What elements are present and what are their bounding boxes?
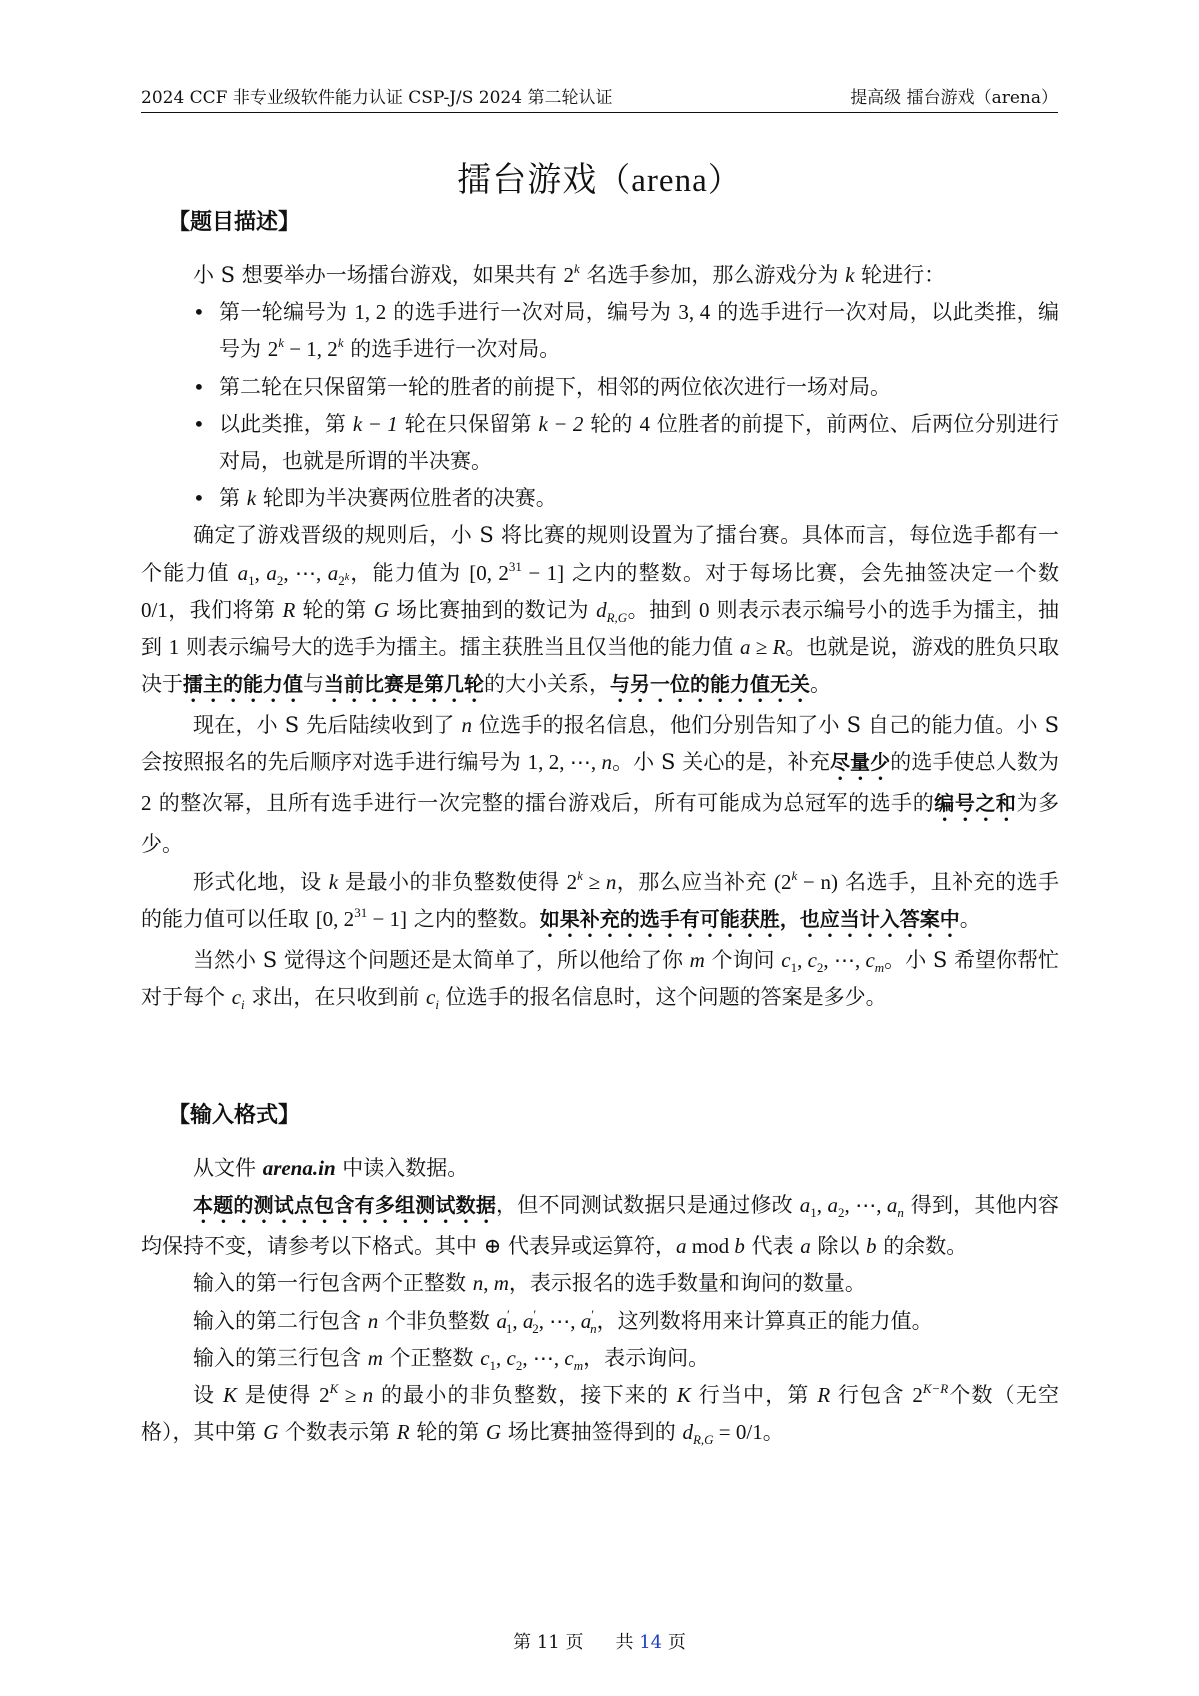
text-span: , [823, 947, 834, 972]
text-span: − 1, 2 [283, 337, 338, 362]
text-span: 小 S [193, 263, 242, 287]
text-span: 位胜者的前提下，前两位、后两位分别进行对局，也就是所谓的半决赛。 [219, 411, 1059, 474]
text-span: 位选手的报名信息，他们分别告知了小 S 自己的能力值。小 S 会按照报名的先后顺序对选手进行编号为 [141, 713, 1059, 775]
description-intro [141, 257, 1059, 294]
text-span: mod [686, 1234, 735, 1259]
text-span: − 1] [367, 906, 408, 931]
text-span: ，能力值为 [349, 560, 470, 585]
text-span: [0, 2 [315, 906, 355, 931]
text-span: n [605, 869, 617, 894]
text-span: 以此类推，第 [219, 411, 353, 436]
text-span: 。也就是说，游戏的胜负只取决于 [141, 635, 1059, 697]
text-span: 轮即为半决赛两位胜者的决赛。 [256, 486, 557, 511]
text-span: 2 [319, 1383, 330, 1408]
text-span: ⋯ [855, 1193, 877, 1218]
text-span: , [496, 1345, 507, 1370]
text-span: 的余数。 [876, 1234, 968, 1259]
emphasis-text: 尽量少 [829, 750, 891, 775]
text-span: ≥ [338, 1383, 363, 1408]
header-left: 2024 CCF 非专业级软件能力认证 CSP-J/S 2024 第二轮认证 [141, 88, 613, 108]
text-span: 。 [762, 1420, 784, 1445]
text-span: c [231, 985, 242, 1010]
list-item [141, 294, 1059, 368]
text-span: 。抽到 [627, 597, 699, 622]
text-span: , [522, 1345, 533, 1370]
text-span: 1 [790, 959, 798, 975]
text-span: 则表示表示编号小的选手为擂主，抽到 [141, 597, 1059, 660]
text-span: 代表 [744, 1234, 801, 1259]
text-span: a [799, 1193, 811, 1218]
text-span: 形式化地，设 [193, 869, 329, 894]
text-span: 输入的第二行包含 [193, 1308, 368, 1333]
description-paragraph-rules [141, 517, 1059, 707]
text-span: ，表示询问。 [583, 1345, 710, 1370]
text-span: 的选手进行一次对局，编号为 [386, 300, 679, 325]
text-span: 个询问 [704, 947, 782, 972]
text-span: 2 [532, 1320, 539, 1336]
text-span: 2 [515, 1357, 523, 1373]
text-span: n [601, 750, 612, 775]
text-span: 31 [354, 904, 368, 920]
text-span: ≥ [750, 635, 773, 660]
text-span: 为多少。 [141, 791, 1060, 857]
total-pages-link[interactable]: 14 [639, 1632, 663, 1653]
text-span: 从文件 [193, 1156, 263, 1180]
text-span: ≥ [582, 869, 606, 894]
text-span: 除以 [810, 1234, 867, 1259]
text-span: 行包含 [830, 1383, 913, 1408]
text-span: 之内的整数。 [407, 906, 540, 931]
round-rules-list [141, 294, 1059, 517]
text-span: ⋯ [833, 947, 855, 972]
text-span: , [254, 560, 267, 585]
text-span: 2 [338, 572, 345, 588]
text-span: 。 [810, 672, 831, 697]
text-span: 的最小的非负整数，接下来的 [373, 1383, 677, 1408]
page-footer [0, 1628, 1199, 1654]
description-body [141, 257, 1059, 1016]
text-span: 的大小关系， [484, 672, 610, 697]
text-span: K [329, 1381, 339, 1397]
text-span: 是最小的非负整数使得 [338, 869, 567, 894]
text-span: k [791, 867, 798, 883]
text-span: 第二轮在只保留第一轮的胜者的前提下，相邻的两位依次进行一场对局。 [219, 374, 891, 399]
text-span: 2 [267, 337, 279, 362]
text-span: i [435, 997, 439, 1013]
header-right: 提高级 擂台游戏（arena） [850, 88, 1058, 108]
text-span: 第 [219, 486, 247, 511]
text-span: k [246, 486, 257, 511]
text-span: a [327, 560, 339, 585]
text-span: c [564, 1345, 574, 1370]
text-span: 轮的 [583, 411, 640, 436]
text-span: G [263, 1420, 279, 1445]
text-span: k [337, 335, 344, 351]
text-span: 。小 S 关心的是，补充 [611, 750, 830, 775]
text-span: k [577, 867, 583, 883]
text-span: , [844, 1193, 856, 1218]
text-span: d [596, 597, 607, 622]
text-span: 则表示编号大的选手为擂主。擂主获胜当且仅当他的能力值 [179, 635, 740, 660]
text-span: 2 [563, 263, 574, 287]
description-paragraph-queries [141, 942, 1059, 1016]
text-span: 31 [508, 558, 522, 574]
text-span: 设 [193, 1383, 223, 1408]
text-span: c [807, 947, 817, 972]
text-span: a [522, 1308, 534, 1333]
text-span: R [772, 635, 786, 660]
text-span: 0/1 [141, 597, 168, 622]
text-span: 确定了游戏晋级的规则后，小 S 将比赛的规则设置为了擂台赛。具体而言，每位选手都有一个能力值 [141, 523, 1059, 585]
text-span: 场比赛抽签得到的 [501, 1420, 683, 1445]
text-span: 。 [959, 906, 981, 931]
text-span: G [373, 597, 390, 622]
text-span: c [781, 947, 791, 972]
text-span: 2 [837, 1205, 845, 1221]
list-item [141, 369, 1059, 406]
title-cn: 擂台游戏 [457, 160, 598, 200]
text-span: , [570, 1308, 581, 1333]
text-span: c [426, 985, 436, 1010]
emphasis-text: 与另一位的能力值无关 [610, 672, 810, 697]
text-span: , [283, 560, 296, 585]
text-span: b [734, 1234, 745, 1259]
text-span: 想要举办一场擂台游戏，如果共有 [241, 263, 564, 287]
text-span: 轮的第 [295, 597, 374, 622]
text-span: 之内的整数。对于每场比赛，会先抽签决定一个数 [564, 560, 1060, 585]
text-span: 2 [816, 959, 824, 975]
text-span: 0 [698, 597, 710, 622]
text-span: a [237, 560, 249, 585]
text-span: 个数（无空格），其中第 [141, 1383, 1059, 1445]
text-span: ⋯ [295, 560, 317, 585]
text-span: 3, 4 [678, 300, 711, 325]
text-span: 的选手使总人数为 [890, 750, 1059, 775]
text-span: 1 [168, 635, 180, 660]
input-multiple-tests-paragraph [141, 1187, 1059, 1265]
text-span: K [223, 1383, 238, 1408]
text-span: = 0/1 [713, 1420, 763, 1445]
text-span: , [512, 1308, 523, 1333]
text-span: 2 [141, 791, 152, 816]
text-span: 是使得 [237, 1383, 320, 1408]
text-span: k [278, 335, 284, 351]
text-span: K−R [922, 1381, 949, 1397]
emphasis-text: 编号之和 [934, 791, 1017, 816]
text-span: k [344, 571, 350, 583]
text-span: ⊕ [483, 1234, 502, 1259]
text-span: n [367, 1308, 379, 1333]
text-span: 行当中，第 [690, 1383, 818, 1408]
text-span: 位选手的报名信息时，这个问题的答案是多少。 [438, 985, 887, 1010]
text-span: , [816, 1193, 828, 1218]
text-span: 的选手进行一次对局。 [343, 337, 561, 362]
text-span: a [496, 1308, 508, 1333]
text-span: ′ [591, 1306, 595, 1322]
text-span: K [676, 1383, 691, 1408]
text-span: 第一轮编号为 [219, 300, 355, 325]
input-draw-lines-paragraph [141, 1377, 1059, 1451]
text-span: 。小 S 希望你帮忙对于每个 [141, 947, 1059, 1010]
text-span: , [854, 947, 866, 972]
text-span: , [876, 1193, 887, 1218]
title-en: （arena） [597, 163, 742, 199]
text-span: 1 [810, 1205, 817, 1221]
text-span: ，我们将第 [167, 597, 283, 622]
text-span: , [316, 560, 328, 585]
text-span: k [845, 263, 855, 287]
text-span: 与 [303, 672, 324, 697]
text-span: , [538, 1308, 550, 1333]
text-span: a [739, 635, 751, 660]
text-span: (2 [773, 869, 792, 894]
text-span: ⋯ [549, 1308, 571, 1333]
text-span: R,G [606, 609, 628, 625]
text-span: ，这列数将用来计算真正的能力值。 [596, 1308, 933, 1333]
text-span: 2 [566, 869, 578, 894]
text-span: R [817, 1383, 831, 1408]
input-line2-paragraph [141, 1303, 1059, 1340]
text-span: 代表异或运算符， [501, 1234, 676, 1259]
emphasis-text: 当前比赛是第几轮 [324, 672, 484, 697]
text-span: k [328, 869, 339, 894]
text-span: m [689, 947, 705, 972]
input-filename: arena.in [262, 1156, 336, 1180]
text-span: − n) [797, 869, 838, 894]
text-span: a [827, 1193, 838, 1218]
text-span: 现在，小 S 先后陆续收到了 [193, 713, 462, 738]
text-span: ，表示报名的选手数量和询问的数量。 [508, 1271, 866, 1296]
text-span: n [362, 1383, 374, 1408]
text-span: ′ [507, 1306, 510, 1322]
text-span: 个非负整数 [378, 1308, 497, 1333]
page-number: 第 11 页 [513, 1632, 584, 1653]
emphasis-text: 如果补充的选手有可能获胜，也应当计入答案中 [539, 906, 960, 931]
text-span: 求出，在只收到前 [244, 985, 426, 1010]
text-span: 1, 2, ⋯, [527, 750, 602, 775]
text-span: 当然小 S 觉得这个问题还是太简单了，所以他给了你 [193, 947, 690, 972]
text-span: ′ [533, 1306, 537, 1322]
text-span: d [682, 1420, 693, 1445]
text-span: R [282, 597, 296, 622]
list-item [141, 406, 1059, 480]
text-span: m [367, 1345, 383, 1370]
emphasis-text: 本题的测试点包含有多组测试数据 [193, 1193, 497, 1218]
text-span: 轮的第 [409, 1420, 486, 1445]
text-span: 名选手参加，那么游戏分为 [579, 263, 846, 287]
text-span: 2 [276, 572, 284, 588]
text-span: 共 [615, 1632, 640, 1653]
text-span: 1, 2 [354, 300, 387, 325]
text-span: R [396, 1420, 410, 1445]
text-span: ，那么应当补充 [616, 869, 774, 894]
text-span: c [506, 1345, 516, 1370]
text-span: 个正整数 [382, 1345, 481, 1370]
text-span: a [675, 1234, 687, 1259]
text-span: a [886, 1193, 898, 1218]
input-line1-paragraph [141, 1265, 1059, 1302]
text-span: 轮进行： [854, 263, 946, 287]
text-span: 轮在只保留第 [397, 411, 539, 436]
text-span: 得到，其他内容均保持不变，请参考以下格式。其中 [141, 1193, 1059, 1259]
text-span: k − 2 [538, 411, 584, 436]
text-span: c [480, 1345, 490, 1370]
text-span: 1 [505, 1320, 513, 1336]
text-span: ，但不同测试数据只是通过修改 [496, 1193, 800, 1218]
emphasis-text: 擂主的能力值 [183, 672, 303, 697]
text-span: 名选手，且补充的选手的能力值可以任取 [141, 869, 1059, 931]
text-span: 个数表示第 [278, 1420, 397, 1445]
text-span: k [573, 261, 580, 276]
text-span: 页 [662, 1632, 686, 1653]
text-span: , [483, 1271, 494, 1296]
text-span: c [865, 947, 875, 972]
text-span: 的整次幂，且所有选手进行一次完整的擂台游戏后，所有可能成为总冠军的选手的 [151, 791, 935, 816]
list-item [141, 480, 1059, 517]
text-span: ⋯ [532, 1345, 554, 1370]
text-span: a [266, 560, 277, 585]
text-span: [0, 2 [469, 560, 509, 585]
page-header [141, 78, 1058, 113]
input-format-body [141, 1150, 1059, 1451]
text-span: 输入的第三行包含 [193, 1345, 368, 1370]
text-span: , [797, 947, 808, 972]
text-span: 4 [639, 411, 650, 436]
description-paragraph-formal [141, 864, 1059, 942]
text-span: , [553, 1345, 565, 1370]
text-span: a [800, 1234, 811, 1259]
text-span: 2 [912, 1383, 923, 1408]
text-span: b [866, 1234, 877, 1259]
text-span: m [874, 959, 885, 975]
text-span: m [573, 1357, 584, 1373]
description-paragraph-registration [141, 707, 1059, 863]
text-span: 1 [489, 1357, 497, 1373]
text-span: k − 1 [352, 411, 398, 436]
text-span: m [493, 1271, 509, 1296]
problem-title [0, 152, 1199, 201]
text-span: R,G [692, 1432, 714, 1448]
input-line3-paragraph [141, 1340, 1059, 1377]
section-heading-description: 【题目描述】 [168, 210, 301, 235]
section-heading-input-format: 【输入格式】 [168, 1103, 301, 1128]
text-span: 场比赛抽到的数记为 [389, 597, 597, 622]
text-span: 中读入数据。 [335, 1156, 469, 1180]
text-span: − 1] [521, 560, 565, 585]
text-span: 的选手进行一次对局，以此类推，编号为 [219, 300, 1059, 362]
text-span: n [897, 1205, 904, 1221]
text-span: 输入的第一行包含两个正整数 [193, 1271, 473, 1296]
text-span: G [485, 1420, 502, 1445]
text-span: a [580, 1308, 592, 1333]
text-span: n [472, 1271, 484, 1296]
input-file-paragraph [141, 1150, 1059, 1187]
text-span: n [590, 1320, 597, 1336]
text-span: 1 [248, 572, 255, 588]
text-span: i [241, 997, 245, 1013]
text-span: n [461, 713, 473, 738]
